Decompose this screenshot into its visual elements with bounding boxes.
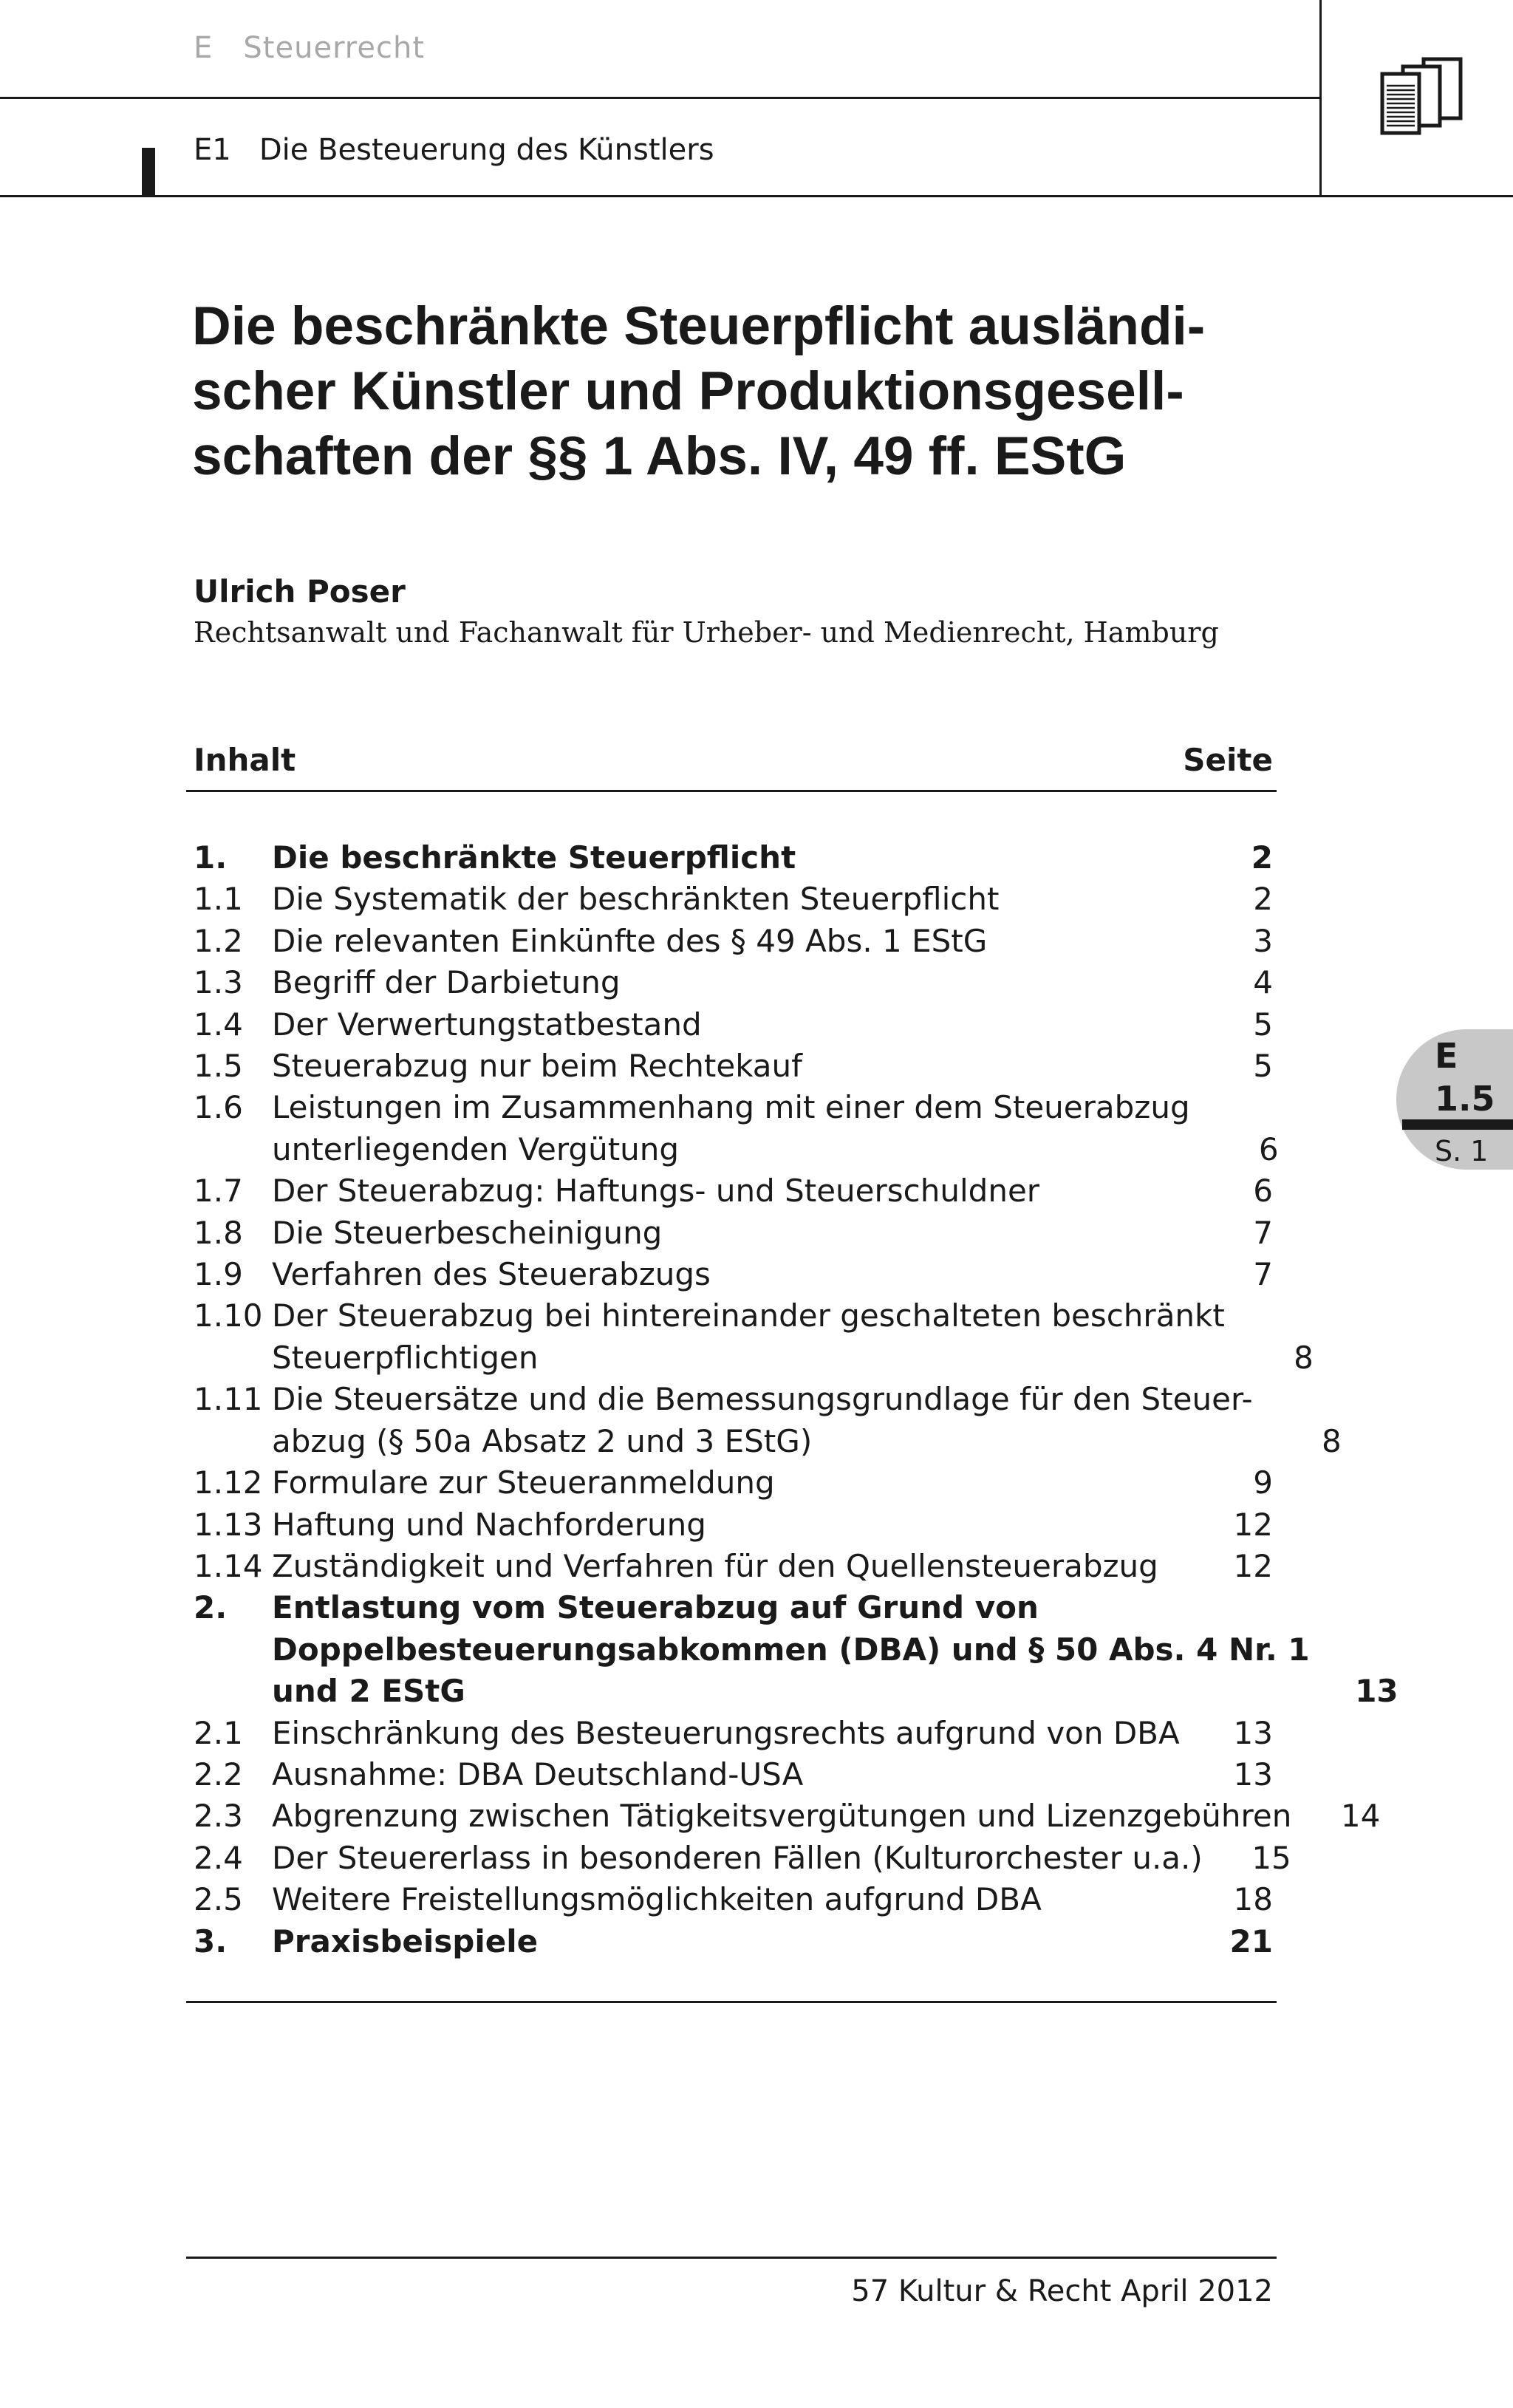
- toc-entry-title-line: Die Steuerbescheinigung: [272, 1214, 663, 1251]
- toc-entry-title-line: Haftung und Nachforderung: [272, 1506, 706, 1543]
- toc-top-rule: [186, 790, 1277, 792]
- header-top-rule: [0, 97, 1321, 99]
- toc-entry-number: 2.3: [194, 1798, 243, 1835]
- toc-entry-number: 1.1: [194, 881, 243, 918]
- toc-entry-title-line: Zuständigkeit und Verfahren für den Quellensteuerabzug: [272, 1547, 1158, 1584]
- table-of-contents: [194, 837, 1398, 1962]
- toc-entry: [194, 837, 1273, 879]
- toc-entry-page: 5: [1253, 1048, 1273, 1085]
- toc-entry-title-line: unterliegenden Vergütung: [272, 1130, 680, 1167]
- toc-entry-page: 3: [1253, 922, 1273, 959]
- toc-entry: [194, 1504, 1273, 1546]
- author-affiliation: Rechtsanwalt und Fachanwalt für Urheber- und Medienrecht, Hamburg: [194, 616, 1219, 649]
- toc-entry: [194, 1879, 1273, 1920]
- toc-entry-title-line: Formulare zur Steueranmeldung: [272, 1464, 775, 1501]
- toc-entry-number: 1.10: [194, 1297, 263, 1334]
- toc-entry-page: 6: [1258, 1130, 1279, 1167]
- tab-letter: E: [1435, 1036, 1458, 1076]
- toc-entry-title: [272, 1170, 1184, 1212]
- toc-entry-number: 1.3: [194, 964, 243, 1001]
- tab-number: 1.5: [1435, 1079, 1495, 1119]
- toc-entry-title-line: Die Steuersätze und die Bemessungsgrundlage für den Steuer-: [272, 1381, 1253, 1418]
- toc-entry-title-line: Der Steuerabzug bei hintereinander geschalteten beschränkt: [272, 1297, 1225, 1334]
- toc-entry-page: 8: [1294, 1339, 1314, 1376]
- toc-entry: [194, 962, 1273, 1003]
- author-name: Ulrich Poser: [194, 573, 406, 610]
- toc-entry: [194, 1462, 1273, 1504]
- title-line: schaften der §§ 1 Abs. IV, 49 ff. EStG: [192, 426, 1127, 486]
- toc-entry-title-line: Die relevanten Einkünfte des § 49 Abs. 1 EStG: [272, 922, 988, 959]
- toc-entry-title-line: Der Verwertungstatbestand: [272, 1006, 702, 1043]
- toc-entry-page: 13: [1233, 1714, 1273, 1751]
- toc-entry-title: [272, 837, 1184, 879]
- toc-entry: [194, 1754, 1273, 1795]
- toc-entry-title-line: Praxisbeispiele: [272, 1923, 539, 1960]
- toc-entry-page: 7: [1253, 1256, 1273, 1293]
- toc-entry-title: [272, 1212, 1184, 1254]
- toc-entry: [194, 1087, 1279, 1170]
- toc-entry-title: [272, 1295, 1225, 1379]
- title-line: Die beschränkte Steuerpflicht ausländi-: [192, 296, 1206, 356]
- toc-entry-title-line: Die Systematik der beschränkten Steuerpflicht: [272, 881, 1000, 918]
- toc-entry-title: [272, 1046, 1184, 1087]
- toc-entry-title-line: Die beschränkte Steuerpflicht: [272, 839, 796, 876]
- toc-entry-title-line: Abgrenzung zwischen Tätigkeitsvergütungen und Lizenzgebühren: [272, 1798, 1292, 1835]
- document-title: [192, 294, 1300, 489]
- toc-entry-title: [272, 1462, 1184, 1504]
- toc-entry-title-line: Weitere Freistellungsmöglichkeiten aufgrund DBA: [272, 1881, 1042, 1918]
- toc-entry-title-line: Einschränkung des Besteuerungsrechts aufgrund von DBA: [272, 1714, 1180, 1751]
- toc-entry-title: [272, 1379, 1253, 1462]
- toc-entry-number: 1.5: [194, 1048, 243, 1085]
- toc-entry-title: [272, 1087, 1190, 1170]
- toc-entry-number: 1.14: [194, 1547, 263, 1584]
- toc-entry-title-line: und 2 EStG: [272, 1673, 465, 1710]
- toc-entry-page: 13: [1355, 1673, 1398, 1710]
- toc-entry-number: 1.8: [194, 1214, 243, 1251]
- toc-entry: [194, 1795, 1381, 1837]
- toc-entry-title-line: Der Steuererlass in besonderen Fällen (Kulturorchester u.a.): [272, 1839, 1203, 1876]
- toc-entry-number: 2.1: [194, 1714, 243, 1751]
- toc-entry-title: [272, 962, 1184, 1003]
- toc-entry-title-line: Leistungen im Zusammenhang mit einer dem Steuerabzug: [272, 1089, 1190, 1126]
- toc-entry: [194, 879, 1273, 920]
- toc-entry-page: 9: [1253, 1464, 1273, 1501]
- toc-entry: [194, 1046, 1273, 1087]
- toc-entry-title: [272, 921, 1184, 962]
- toc-entry-number: 1.4: [194, 1006, 243, 1043]
- toc-entry-page: 18: [1233, 1881, 1273, 1918]
- toc-entry: [194, 1713, 1273, 1754]
- toc-entry-number: 1.12: [194, 1464, 263, 1501]
- toc-entry-number: 2.: [194, 1589, 228, 1626]
- toc-entry-title: [272, 1838, 1203, 1879]
- toc-entry-page: 8: [1321, 1422, 1342, 1459]
- header-bottom-rule: [0, 195, 1513, 197]
- toc-entry: [194, 1838, 1291, 1879]
- toc-entry-number: 3.: [194, 1923, 228, 1960]
- toc-entry-title-line: Steuerabzug nur beim Rechtekauf: [272, 1048, 802, 1085]
- toc-entry-title-line: Verfahren des Steuerabzugs: [272, 1256, 711, 1293]
- toc-bottom-rule: [186, 2001, 1277, 2003]
- toc-entry-page: 15: [1251, 1839, 1291, 1876]
- toc-entry-title-line: Begriff der Darbietung: [272, 964, 621, 1001]
- toc-entry: [194, 1295, 1314, 1379]
- toc-entry-number: 2.4: [194, 1839, 243, 1876]
- toc-entry: [194, 1379, 1342, 1462]
- toc-entry-title: [272, 1921, 1184, 1962]
- toc-entry-title: [272, 1795, 1291, 1837]
- toc-entry-page: 12: [1233, 1506, 1273, 1543]
- toc-entry-title: [272, 1254, 1184, 1295]
- toc-entry: [194, 921, 1273, 962]
- toc-entry: [194, 1921, 1273, 1962]
- toc-entry-page: 12: [1233, 1547, 1273, 1584]
- toc-entry-number: 2.5: [194, 1881, 243, 1918]
- toc-entry-page: 7: [1253, 1214, 1273, 1251]
- toc-entry-title-line: Ausnahme: DBA Deutschland-USA: [272, 1756, 804, 1793]
- toc-entry-title: [272, 1754, 1184, 1795]
- footer-rule: [186, 2257, 1277, 2259]
- toc-entry: [194, 1170, 1273, 1212]
- toc-entry-title: [272, 1546, 1184, 1587]
- toc-entry: [194, 1004, 1273, 1046]
- toc-entry-number: 1.13: [194, 1506, 263, 1543]
- toc-entry-title: [272, 1004, 1184, 1046]
- toc-entry-title: [272, 1587, 1310, 1712]
- toc-entry-title-line: abzug (§ 50a Absatz 2 und 3 EStG): [272, 1422, 813, 1459]
- toc-entry-title: [272, 1879, 1184, 1920]
- toc-entry-number: 1.7: [194, 1173, 243, 1210]
- toc-entry-title: [272, 1504, 1184, 1546]
- toc-entry-page: 6: [1253, 1173, 1273, 1210]
- toc-entry-number: 1.11: [194, 1381, 263, 1418]
- toc-entry: [194, 1212, 1273, 1254]
- toc-entry-title-line: Der Steuerabzug: Haftungs- und Steuerschuldner: [272, 1173, 1040, 1210]
- header-divider: [1319, 0, 1322, 197]
- footer-text: 57 Kultur & Recht April 2012: [851, 2274, 1273, 2308]
- multi-document-icon: [1370, 53, 1466, 142]
- toc-entry-number: 1.6: [194, 1089, 243, 1126]
- toc-entry: [194, 1587, 1398, 1712]
- toc-entry-number: 1.: [194, 839, 228, 876]
- tab-page: S. 1: [1435, 1135, 1489, 1167]
- toc-entry-number: 2.2: [194, 1756, 243, 1793]
- toc-entry-page: 2: [1253, 881, 1273, 918]
- toc-entry: [194, 1254, 1273, 1295]
- toc-entry-title-line: Entlastung vom Steuerabzug auf Grund von: [272, 1589, 1039, 1626]
- toc-entry-title-line: Steuerpflichtigen: [272, 1339, 539, 1376]
- chapter-label: E1 Die Besteuerung des Künstlers: [194, 133, 714, 167]
- toc-entry-number: 1.2: [194, 922, 243, 959]
- toc-entry-number: 1.9: [194, 1256, 243, 1293]
- toc-heading: Inhalt: [194, 742, 296, 778]
- chapter-marker: [142, 148, 155, 197]
- section-label: E Steuerrecht: [194, 31, 426, 65]
- toc-entry-page: 21: [1229, 1923, 1273, 1960]
- toc-page-heading: Seite: [1183, 742, 1273, 778]
- toc-entry-page: 14: [1340, 1798, 1381, 1835]
- toc-entry-title: [272, 879, 1184, 920]
- toc-entry-page: 4: [1253, 964, 1273, 1001]
- toc-entry-title-line: Doppelbesteuerungsabkommen (DBA) und § 50 Abs. 4 Nr. 1: [272, 1631, 1310, 1668]
- toc-entry-page: 5: [1253, 1006, 1273, 1043]
- toc-entry: [194, 1546, 1273, 1587]
- toc-entry-page: 2: [1251, 839, 1273, 876]
- toc-entry-page: 13: [1233, 1756, 1273, 1793]
- title-line: scher Künstler und Produktionsgesell-: [192, 361, 1184, 421]
- tab-divider: [1402, 1119, 1513, 1130]
- toc-entry-title: [272, 1713, 1184, 1754]
